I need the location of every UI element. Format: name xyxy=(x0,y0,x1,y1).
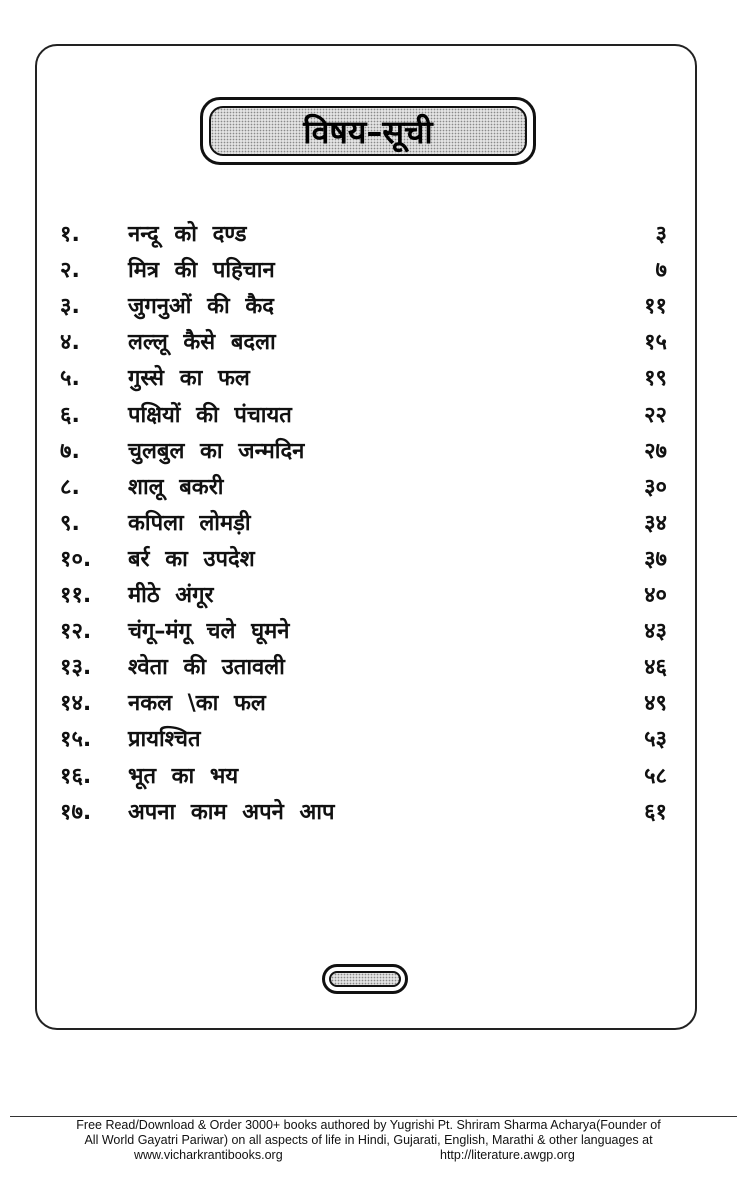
toc-row xyxy=(0,544,737,576)
toc-row xyxy=(0,508,737,540)
toc-row xyxy=(0,580,737,612)
toc-chapter-title: लल्लू कैसे बदला xyxy=(128,330,276,356)
toc-row xyxy=(0,327,737,359)
toc-number: १०. xyxy=(60,546,92,572)
toc-chapter-title: पक्षियों की पंचायत xyxy=(128,402,292,428)
toc-chapter-title: कपिला लोमड़ी xyxy=(128,510,251,536)
toc-number: १६. xyxy=(60,763,92,789)
toc-chapter-title: प्रायश्चित xyxy=(128,727,201,753)
page-title: विषय–सूची xyxy=(209,106,527,156)
toc-page-number: ४९ xyxy=(644,691,667,717)
toc-row xyxy=(0,291,737,323)
toc-chapter-title: श्वेता की उतावली xyxy=(128,655,285,681)
toc-chapter-title: चुलबुल का जन्मदिन xyxy=(128,438,305,464)
footer-link-awgp[interactable]: http://literature.awgp.org xyxy=(440,1148,575,1162)
toc-chapter-title: गुस्से का फल xyxy=(128,366,250,392)
toc-page-number: ३ xyxy=(655,222,667,247)
toc-page-number: १५ xyxy=(644,330,667,356)
toc-number: १. xyxy=(60,222,80,247)
toc-chapter-title: नकल \का फल xyxy=(128,691,266,717)
toc-page-number: ४० xyxy=(644,583,667,608)
toc-page-number: ४३ xyxy=(644,619,667,645)
toc-row xyxy=(0,472,737,504)
footer-link-vicharkranti[interactable]: www.vicharkrantibooks.org xyxy=(134,1148,283,1162)
toc-number: १७. xyxy=(60,799,92,825)
toc-row xyxy=(0,255,737,287)
toc-number: ७. xyxy=(60,438,80,464)
toc-row xyxy=(0,724,737,756)
toc-chapter-title: मित्र की पहिचान xyxy=(128,258,275,284)
toc-row xyxy=(0,400,737,432)
toc-chapter-title: शालू बकरी xyxy=(128,474,224,500)
footer-divider xyxy=(10,1116,737,1117)
title-cartouche xyxy=(200,97,536,165)
toc-page-number: ५३ xyxy=(644,727,667,753)
toc-number: २. xyxy=(60,258,80,284)
toc-chapter-title: अपना काम अपने आप xyxy=(128,799,335,825)
toc-chapter-title: चंगू–मंगू चले घूमने xyxy=(128,619,290,645)
toc-page-number: २२ xyxy=(644,402,667,428)
toc-row xyxy=(0,797,737,829)
toc-page-number: ११ xyxy=(644,294,667,320)
toc-page-number: २७ xyxy=(644,438,667,464)
toc-number: १५. xyxy=(60,727,92,753)
toc-page-number: ६१ xyxy=(644,799,667,825)
footer-line-2: All World Gayatri Pariwar) on all aspects of life in Hindi, Gujarati, English, Marathi & other languages at xyxy=(84,1133,653,1147)
toc-chapter-title: मीठे अंगूर xyxy=(128,583,214,608)
footer xyxy=(0,1118,737,1163)
toc-number: १२. xyxy=(60,619,92,645)
toc-number: ६. xyxy=(60,402,80,428)
toc-number: १३. xyxy=(60,655,92,681)
toc-chapter-title: बर्र का उपदेश xyxy=(128,546,255,572)
toc-chapter-title: भूत का भय xyxy=(128,763,239,789)
toc-row xyxy=(0,761,737,793)
toc-number: १४. xyxy=(60,691,92,717)
bottom-ornament-fill xyxy=(329,971,401,987)
toc-page-number: ३७ xyxy=(644,546,667,572)
toc-row xyxy=(0,688,737,720)
toc-number: ३. xyxy=(60,294,80,320)
toc-row xyxy=(0,436,737,468)
toc-page-number: ३० xyxy=(644,474,667,500)
toc-number: ११. xyxy=(60,583,92,608)
toc-page-number: ५८ xyxy=(644,763,667,789)
toc-number: ५. xyxy=(60,366,80,392)
toc-chapter-title: नन्दू को दण्ड xyxy=(128,222,247,247)
footer-line-1: Free Read/Download & Order 3000+ books authored by Yugrishi Pt. Shriram Sharma Acharya(Founder of xyxy=(76,1118,661,1132)
toc-page-number: १९ xyxy=(644,366,667,392)
toc-page-number: ४६ xyxy=(644,655,667,681)
bottom-ornament xyxy=(322,964,408,994)
toc-page-number: ७ xyxy=(655,258,667,284)
footer-links xyxy=(0,1148,737,1163)
toc-number: ४. xyxy=(60,330,80,356)
toc-chapter-title: जुगनुओं की कैद xyxy=(128,294,274,320)
toc-row xyxy=(0,363,737,395)
toc-row xyxy=(0,616,737,648)
toc-row xyxy=(0,652,737,684)
toc-row xyxy=(0,219,737,251)
toc-number: ८. xyxy=(60,474,80,500)
toc-number: ९. xyxy=(60,510,80,536)
toc-page-number: ३४ xyxy=(644,510,667,536)
